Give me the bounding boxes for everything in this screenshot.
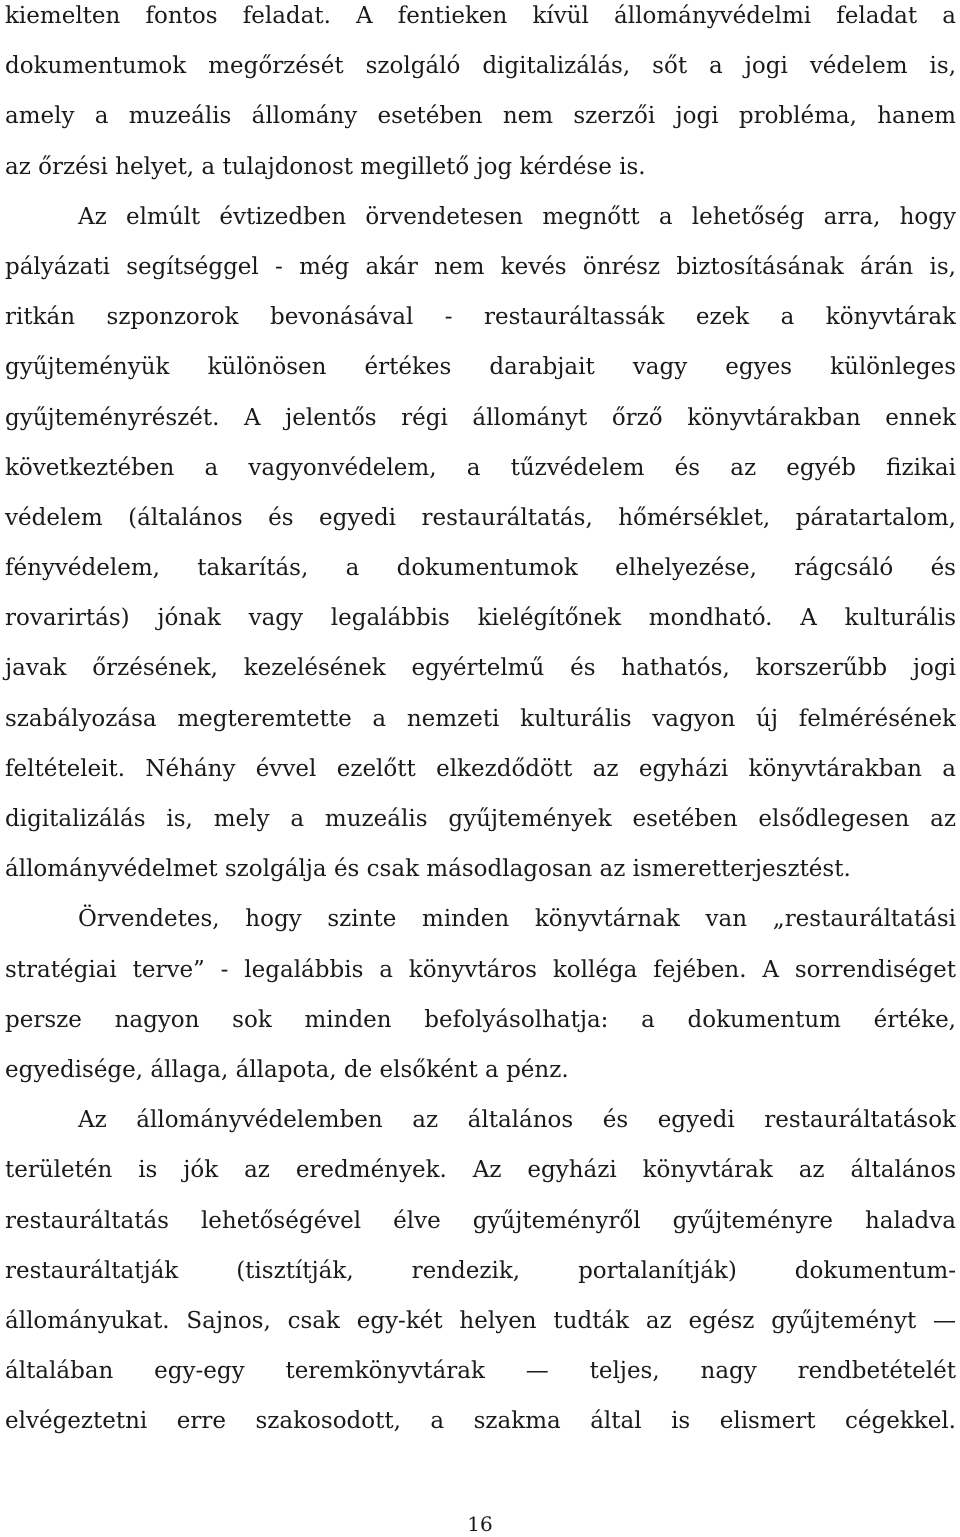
text-line: kiemelten fontos feladat. A fentieken kívül állományvédelmi feladat a (5, 3, 956, 29)
text-line: területén is jók az eredmények. Az egyházi könyvtárak az általános (5, 1157, 956, 1184)
text-line: feltételeit. Néhány évvel ezelőtt elkezdődött az egyházi könyvtárakban a (5, 755, 956, 782)
text-line: gyűjteményrészét. A jelentős régi állományt őrző könyvtárakban ennek (5, 404, 956, 431)
text-line: következtében a vagyonvédelem, a tűzvédelem és az egyéb fizikai (5, 454, 956, 481)
text-line: stratégiai terve” - legalábbis a könyvtáros kolléga fejében. A sorrendiséget (5, 956, 956, 983)
text-line: Az elmúlt évtizedben örvendetesen megnőtt a lehetőség arra, hogy (78, 203, 956, 230)
page-number: 16 (467, 1512, 493, 1536)
text-line: szabályozása megteremtette a nemzeti kulturális vagyon új felmérésének (5, 705, 956, 732)
text-line: gyűjteményük különösen értékes darabjait vagy egyes különleges (5, 354, 956, 381)
text-line: persze nagyon sok minden befolyásolhatja: a dokumentum értéke, (5, 1006, 956, 1033)
text-line: restauráltatás lehetőségével élve gyűjteményről gyűjteményre haladva (5, 1207, 956, 1234)
text-line: pályázati segítséggel - még akár nem kevés önrész biztosításának árán is, (5, 253, 956, 280)
text-line: egyedisége, állaga, állapota, de elsőként a pénz. (5, 1056, 569, 1083)
text-line: ritkán szponzorok bevonásával - restauráltassák ezek a könyvtárak (5, 304, 956, 331)
text-line: dokumentumok megőrzését szolgáló digitalizálás, sőt a jogi védelem is, (5, 53, 956, 80)
text-line: Örvendetes, hogy szinte minden könyvtárnak van „restauráltatási (78, 906, 956, 933)
text-line: állományukat. Sajnos, csak egy-két helyen tudták az egész gyűjteményt — (5, 1307, 956, 1334)
text-line: rovarirtás) jónak vagy legalábbis kielégítőnek mondható. A kulturális (5, 605, 956, 632)
text-line: amely a muzeális állomány esetében nem szerzői jogi probléma, hanem (5, 103, 956, 130)
text-line: állományvédelmet szolgálja és csak másodlagosan az ismeretterjesztést. (5, 856, 851, 883)
text-line: elvégeztetni erre szakosodott, a szakma által is elismert cégekkel. (5, 1408, 956, 1435)
body-text (5, 0, 956, 1446)
text-line: általában egy-egy teremkönyvtárak — teljes, nagy rendbetételét (5, 1358, 956, 1385)
text-line: restauráltatják (tisztítják, rendezik, portalanítják) dokumentum- (5, 1257, 956, 1284)
text-line: Az állományvédelemben az általános és egyedi restauráltatások (78, 1107, 956, 1134)
text-line: digitalizálás is, mely a muzeális gyűjtemények esetében elsődlegesen az (5, 806, 956, 832)
text-line: az őrzési helyet, a tulajdonost megillető jog kérdése is. (5, 153, 646, 180)
text-line: védelem (általános és egyedi restauráltatás, hőmérséklet, páratartalom, (5, 504, 956, 531)
text-line: javak őrzésének, kezelésének egyértelmű és hathatós, korszerűbb jogi (5, 655, 956, 682)
text-line: fényvédelem, takarítás, a dokumentumok elhelyezése, rágcsáló és (5, 555, 956, 582)
